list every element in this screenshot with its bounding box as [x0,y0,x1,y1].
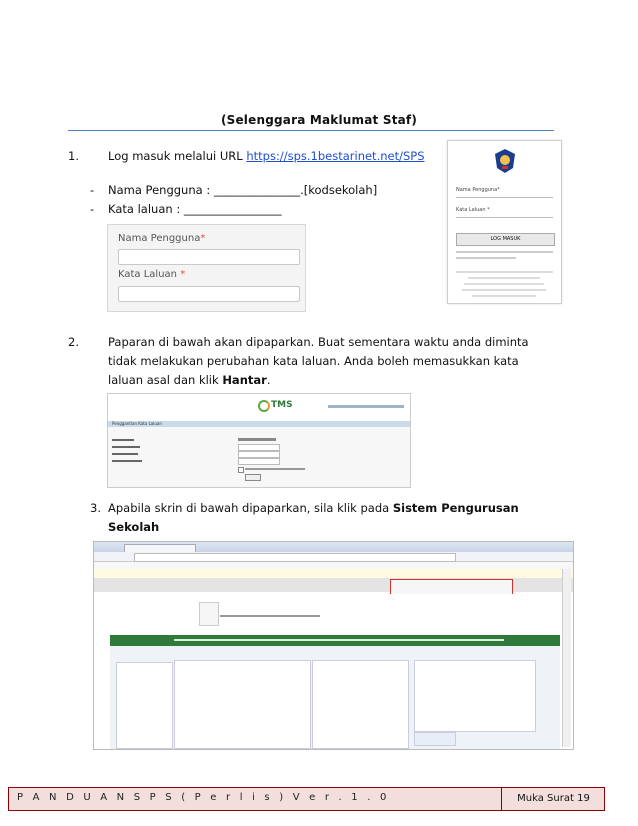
login-contact-line-2 [468,277,540,279]
step1-text [108,146,425,166]
form-username-input[interactable] [118,249,300,265]
login-panel-screenshot [447,140,562,304]
step2-number: 2. [68,335,79,349]
hantar-label: Hantar [222,373,267,387]
broken-image-icon [199,602,219,626]
browser-screenshot [93,541,574,750]
content-banner [94,594,573,635]
login-help-text [456,251,553,253]
field-label-1 [112,439,134,441]
right-panel [414,660,536,732]
step3-line1-text: Apabila skrin di bawah dipaparkan, sila klik pada [108,501,393,515]
checkbox-label [245,468,305,470]
step2-line1: Paparan di bawah akan dipaparkan. Buat sementara waktu anda diminta [108,335,529,349]
page-footer [8,787,605,811]
field-label-3 [112,453,138,455]
login-contact-line-4 [462,289,546,291]
password-change-screenshot [107,393,411,488]
login-form-screenshot [107,224,306,312]
green-nav-items[interactable] [174,639,504,641]
form-username-label: Nama Pengguna* [118,233,206,244]
side-panel [116,662,173,749]
hantar-button[interactable] [245,474,261,481]
bullet-password: Kata laluan : _________________ [108,202,282,216]
login-contact-line-5 [472,295,536,297]
confirm-password-input[interactable] [238,458,280,465]
sps-badge[interactable] [414,732,456,746]
login-username-label: Nama Pengguna* [456,187,500,193]
section-title: Penggantian Kata Laluan [112,421,162,426]
tms-logo-icon [258,400,270,412]
new-password-input[interactable] [238,451,280,458]
login-button[interactable]: LOG MASUK [456,233,555,246]
sistem-pengurusan-label: Sistem Pengurusan [392,501,519,515]
field-label-2 [112,446,140,448]
login-username-input[interactable] [456,197,553,198]
step2-period: . [266,373,271,387]
bullet2-dash: - [90,202,95,216]
step3-line1 [108,498,519,518]
footer-title: P A N D U A N S P S ( P e r l i s ) V e r . 1 . 0 [17,792,390,803]
username-value [238,438,276,441]
page-title: (Selenggara Maklumat Staf) [220,113,418,127]
tms-logo-text: TMS [271,400,293,410]
old-password-input[interactable] [238,444,280,451]
login-password-label: Kata Laluan * [456,207,490,213]
step3-number: 3. [90,501,101,515]
form-password-label: Kata Laluan * [118,269,186,280]
checkbox[interactable] [238,467,244,473]
step2-line3 [108,370,270,390]
sps-url-link[interactable]: https://sps.1bestarinet.net/SPS [246,149,425,163]
address-bar[interactable] [134,553,456,562]
step2-line2: tidak melakukan perubahan kata laluan. Anda boleh memasukkan kata [108,354,519,368]
school-crest-icon [493,148,517,174]
bullet1-dash: - [90,183,95,197]
tms-header [108,394,410,422]
form-password-input[interactable] [118,286,300,302]
login-contact-line-3 [464,283,544,285]
scrollbar[interactable] [562,569,571,747]
login-password-input[interactable] [456,217,553,218]
step1-label: Log masuk melalui URL [108,149,247,163]
title-divider [68,130,554,131]
info-panel [312,660,409,749]
login-contact-line-1 [456,271,553,273]
news-panel [174,660,311,749]
login-help-text-2 [456,257,516,259]
page-number: Muka Surat 19 [501,788,605,810]
step3-line2: Sekolah [108,520,160,534]
step1-number: 1. [68,149,79,163]
field-label-4 [112,460,142,462]
bullet-username: Nama Pengguna : _______________.[kodsekolah] [108,183,378,197]
banner-text [220,615,320,617]
tms-header-text [328,405,404,408]
step2-line3-text: laluan asal dan klik [108,373,223,387]
bookmarks-bar [94,562,573,569]
